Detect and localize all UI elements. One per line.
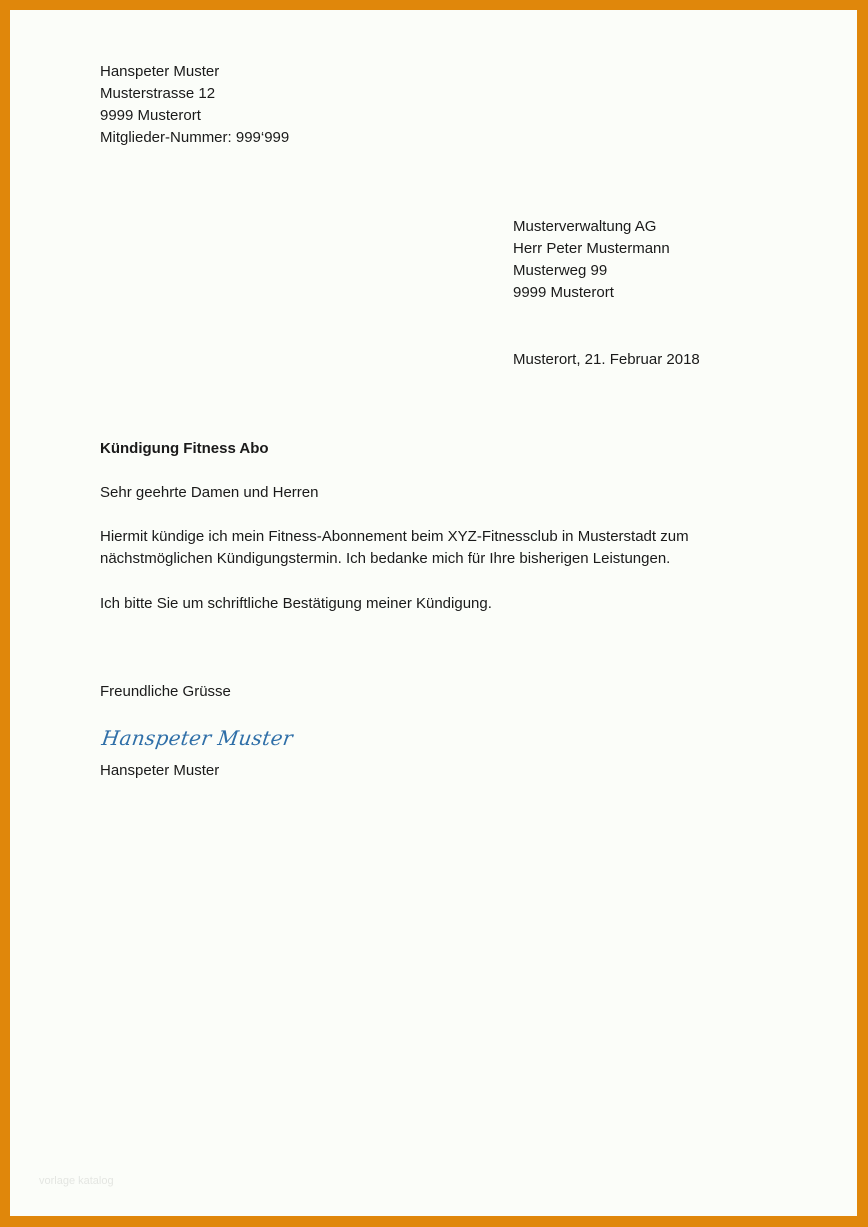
recipient-city: 9999 Musterort <box>513 284 614 301</box>
sender-street: Musterstrasse 12 <box>100 85 216 102</box>
place-date: Musterort, 21. Februar 2018 <box>513 351 700 368</box>
subject: Kündigung Fitness Abo <box>100 440 269 457</box>
watermark: vorlage katalog <box>39 1175 114 1187</box>
body-paragraph-1-line-2: nächstmöglichen Kündigungstermin. Ich bedanke mich für Ihre bisherigen Leistungen. <box>100 550 671 567</box>
body-paragraph-2: Ich bitte Sie um schriftliche Bestätigung meiner Kündigung. <box>100 595 492 612</box>
recipient-contact: Herr Peter Mustermann <box>513 240 670 257</box>
recipient-company: Musterverwaltung AG <box>513 218 657 235</box>
letter-page <box>10 10 857 1216</box>
sender-name: Hanspeter Muster <box>100 63 220 80</box>
body-paragraph-1-line-1: Hiermit kündige ich mein Fitness-Abonnement beim XYZ-Fitnessclub in Musterstadt zum <box>100 528 689 545</box>
recipient-street: Musterweg 99 <box>513 262 608 279</box>
salutation: Sehr geehrte Damen und Herren <box>100 484 319 501</box>
closing: Freundliche Grüsse <box>100 683 231 700</box>
signature-name: Hanspeter Muster <box>100 762 220 779</box>
handwritten-signature: Hanspeter Muster <box>100 726 295 750</box>
sender-member-number: Mitglieder-Nummer: 999‘999 <box>100 129 290 146</box>
sender-city: 9999 Musterort <box>100 107 201 124</box>
